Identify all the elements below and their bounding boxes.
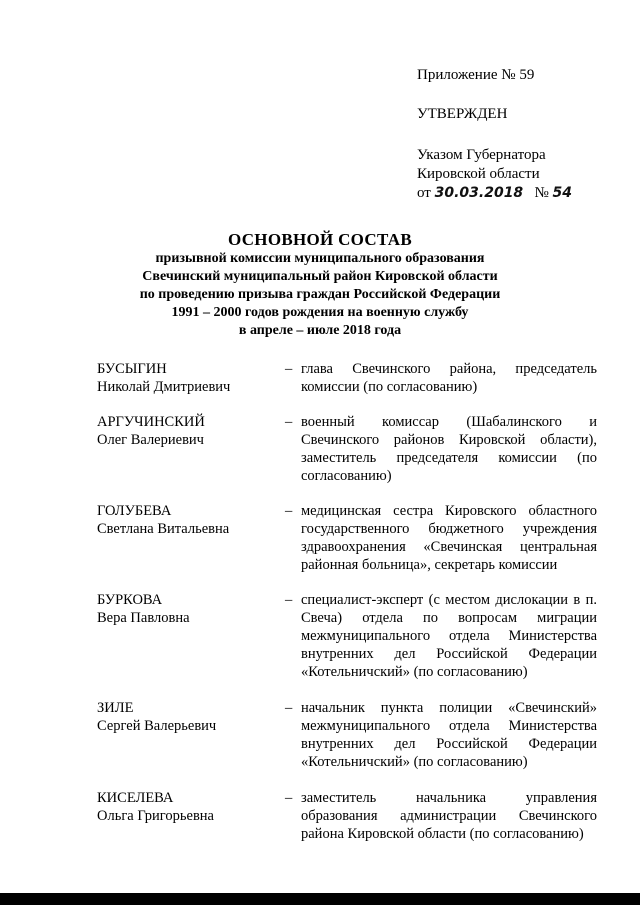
number-prefix: № <box>534 185 549 201</box>
member-role: военный комиссар (Шабалинского и Свечинского районов Кировской области), заместитель председателя комиссии (по согласованию) <box>301 414 597 484</box>
document-title-block <box>0 230 640 340</box>
member-name <box>97 502 285 574</box>
dash-separator: – <box>285 790 293 806</box>
subtitle-line-5: в апреле – июле 2018 года <box>238 323 402 338</box>
member-name <box>97 789 285 843</box>
member-role: медицинская сестра Кировского областного государственного бюджетного учреждения здравоохранения «Свечинская центральная районная больница», секретарь комиссии <box>301 503 597 573</box>
member-given-name: Светлана Витальевна <box>97 521 230 537</box>
handwritten-date: 30.03.2018 <box>434 185 524 201</box>
dash-separator: – <box>285 414 293 430</box>
subtitle-line-2: Свечинский муниципальный район Кировской области <box>142 269 498 284</box>
commission-members-list <box>97 360 597 843</box>
member-entry <box>97 360 597 396</box>
member-role: специалист-эксперт (с местом дислокации в п. Свеча) отдела по вопросам миграции межмуниципального отдела Министерства внутренних дел Российской Федерации «Котельничский» (по согласованию) <box>301 592 597 680</box>
member-surname: КИСЕЛЕВА <box>97 790 174 806</box>
member-role: начальник пункта полиции «Свечинский» межмуниципального отдела Министерства внутренних дел Российской Федерации «Котельничский» (по согласованию) <box>301 700 597 770</box>
member-surname: ЗИЛЕ <box>97 700 134 716</box>
date-prefix: от <box>417 185 431 201</box>
member-name <box>97 360 285 396</box>
dash-separator: – <box>285 700 293 716</box>
approved-heading: УТВЕРЖДЕН <box>417 106 508 122</box>
member-surname: АРГУЧИНСКИЙ <box>97 414 205 430</box>
member-name <box>97 699 285 771</box>
appendix-number: Приложение № 59 <box>417 67 535 83</box>
member-name <box>97 591 285 681</box>
member-entry <box>97 789 597 843</box>
approval-block <box>417 66 617 203</box>
scan-bottom-border <box>0 893 640 905</box>
decree-line-2: Кировской области <box>417 166 540 182</box>
subtitle-line-3: по проведению призыва граждан Российской Федерации <box>139 287 501 302</box>
member-surname: БУСЫГИН <box>97 361 167 377</box>
decree-line-1: Указом Губернатора <box>417 147 546 163</box>
member-role: заместитель начальника управления образования администрации Свечинского района Кировской области (по согласованию) <box>301 790 597 842</box>
member-given-name: Сергей Валерьевич <box>97 718 217 734</box>
member-given-name: Ольга Григорьевна <box>97 808 214 824</box>
dash-separator: – <box>285 361 293 377</box>
member-given-name: Олег Валериевич <box>97 432 204 448</box>
member-surname: ГОЛУБЕВА <box>97 503 172 519</box>
member-given-name: Вера Павловна <box>97 610 190 626</box>
subtitle-line-4: 1991 – 2000 годов рождения на военную службу <box>171 305 469 320</box>
dash-separator: – <box>285 503 293 519</box>
member-surname: БУРКОВА <box>97 592 163 608</box>
handwritten-number: 54 <box>552 185 572 201</box>
member-entry <box>97 502 597 574</box>
member-entry <box>97 699 597 771</box>
dash-separator: – <box>285 592 293 608</box>
document-title: ОСНОВНОЙ СОСТАВ <box>227 230 412 249</box>
member-name <box>97 413 285 485</box>
decree-date-line <box>417 184 617 203</box>
member-role: глава Свечинского района, председатель комиссии (по согласованию) <box>301 361 597 395</box>
member-given-name: Николай Дмитриевич <box>97 379 231 395</box>
member-entry <box>97 413 597 485</box>
subtitle-line-1: призывной комиссии муниципального образования <box>155 251 485 266</box>
member-entry <box>97 591 597 681</box>
